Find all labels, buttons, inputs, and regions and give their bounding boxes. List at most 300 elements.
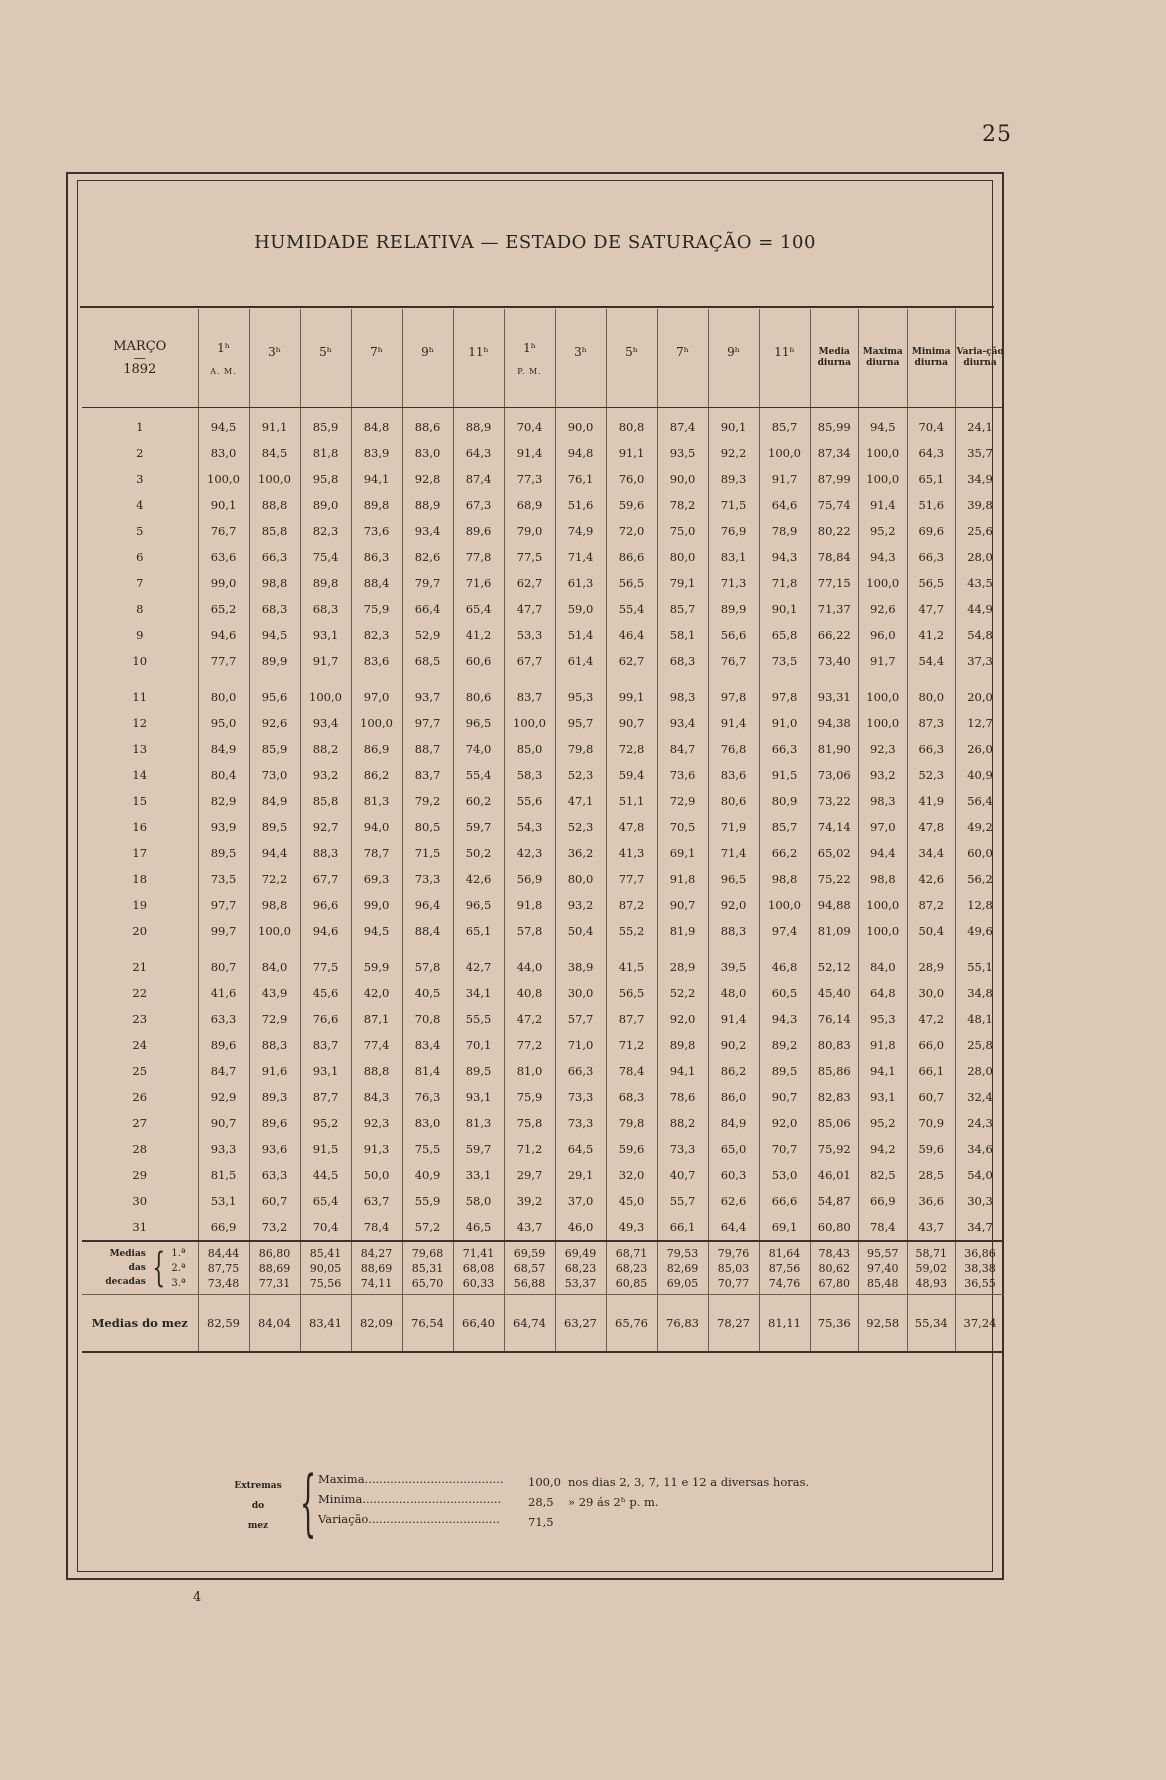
humidity-value: 73,3 bbox=[657, 1136, 708, 1162]
decade-gap bbox=[82, 944, 1004, 954]
humidity-value: 63,7 bbox=[351, 1188, 402, 1214]
humidity-value: 81,0 bbox=[504, 1058, 555, 1084]
humidity-value: 54,4 bbox=[907, 648, 956, 674]
humidity-value: 84,3 bbox=[351, 1084, 402, 1110]
humidity-value: 97,7 bbox=[402, 710, 453, 736]
humidity-value: 60,2 bbox=[453, 788, 504, 814]
humidity-value: 94,5 bbox=[198, 408, 249, 441]
humidity-value: 34,7 bbox=[956, 1214, 1005, 1241]
humidity-value: 94,6 bbox=[198, 622, 249, 648]
table-row bbox=[82, 736, 1004, 762]
humidity-value: 78,84 bbox=[810, 544, 859, 570]
humidity-value: 94,4 bbox=[859, 840, 908, 866]
humidity-value: 39,2 bbox=[504, 1188, 555, 1214]
month-mean-value: 82,59 bbox=[198, 1295, 249, 1353]
table-row bbox=[82, 954, 1004, 980]
stat-header bbox=[859, 309, 908, 408]
decade-values bbox=[249, 1241, 300, 1295]
humidity-value: 61,4 bbox=[555, 648, 606, 674]
humidity-value: 66,4 bbox=[402, 596, 453, 622]
hour-label: 7ʰ bbox=[370, 345, 383, 359]
decade-values bbox=[657, 1241, 708, 1295]
humidity-value: 70,9 bbox=[907, 1110, 956, 1136]
humidity-value: 71,6 bbox=[453, 570, 504, 596]
humidity-value: 82,5 bbox=[859, 1162, 908, 1188]
humidity-value: 85,7 bbox=[759, 408, 810, 441]
humidity-value: 84,7 bbox=[657, 736, 708, 762]
gap-cell bbox=[300, 674, 351, 684]
humidity-value: 28,9 bbox=[657, 954, 708, 980]
decade-value: 84,44 bbox=[207, 1246, 240, 1260]
humidity-value: 40,9 bbox=[956, 762, 1005, 788]
humidity-value: 73,3 bbox=[555, 1084, 606, 1110]
humidity-value: 100,0 bbox=[759, 892, 810, 918]
humidity-value: 66,22 bbox=[810, 622, 859, 648]
month-mean-value: 78,27 bbox=[708, 1295, 759, 1353]
humidity-value: 85,06 bbox=[810, 1110, 859, 1136]
decade-label: Medias das decadas bbox=[105, 1249, 146, 1287]
decade-values bbox=[859, 1241, 908, 1295]
humidity-value: 66,1 bbox=[907, 1058, 956, 1084]
decade-values bbox=[759, 1241, 810, 1295]
ampm-label: A. M. bbox=[210, 366, 237, 376]
humidity-value: 95,2 bbox=[300, 1110, 351, 1136]
month-mean-value: 82,09 bbox=[351, 1295, 402, 1353]
humidity-value: 98,3 bbox=[859, 788, 908, 814]
humidity-value: 69,3 bbox=[351, 866, 402, 892]
decade-values bbox=[810, 1241, 859, 1295]
hour-header bbox=[555, 309, 606, 408]
humidity-value: 78,7 bbox=[351, 840, 402, 866]
humidity-value: 91,7 bbox=[859, 648, 908, 674]
humidity-value: 93,5 bbox=[657, 440, 708, 466]
decade-value: 38,38 bbox=[964, 1261, 996, 1275]
humidity-value: 73,3 bbox=[555, 1110, 606, 1136]
humidity-value: 60,3 bbox=[708, 1162, 759, 1188]
humidity-value: 47,8 bbox=[606, 814, 657, 840]
humidity-value: 94,5 bbox=[249, 622, 300, 648]
humidity-value: 44,5 bbox=[300, 1162, 351, 1188]
humidity-value: 80,5 bbox=[402, 814, 453, 840]
humidity-value: 34,4 bbox=[907, 840, 956, 866]
humidity-value: 64,3 bbox=[453, 440, 504, 466]
humidity-value: 91,5 bbox=[759, 762, 810, 788]
humidity-value: 91,6 bbox=[249, 1058, 300, 1084]
humidity-value: 93,2 bbox=[555, 892, 606, 918]
humidity-value: 20,0 bbox=[956, 684, 1005, 710]
hour-header bbox=[300, 309, 351, 408]
humidity-value: 52,3 bbox=[555, 814, 606, 840]
humidity-value: 55,6 bbox=[504, 788, 555, 814]
day-number: 20 bbox=[132, 924, 148, 938]
stat-header bbox=[907, 309, 956, 408]
table-row bbox=[82, 1188, 1004, 1214]
humidity-value: 52,3 bbox=[555, 762, 606, 788]
humidity-value: 65,0 bbox=[708, 1136, 759, 1162]
decade-value: 85,41 bbox=[309, 1246, 342, 1260]
humidity-value: 89,5 bbox=[249, 814, 300, 840]
humidity-value: 83,4 bbox=[402, 1032, 453, 1058]
humidity-value: 67,3 bbox=[453, 492, 504, 518]
humidity-value: 92,6 bbox=[859, 596, 908, 622]
month-mean-label: Medias do mez bbox=[82, 1295, 198, 1353]
gap-cell bbox=[810, 674, 859, 684]
humidity-value: 51,4 bbox=[555, 622, 606, 648]
gap-cell bbox=[907, 674, 956, 684]
humidity-value: 80,0 bbox=[907, 684, 956, 710]
humidity-table bbox=[82, 309, 1004, 1353]
month-mean-value: 84,04 bbox=[249, 1295, 300, 1353]
humidity-value: 79,1 bbox=[657, 570, 708, 596]
humidity-value: 51,6 bbox=[555, 492, 606, 518]
humidity-value: 90,7 bbox=[759, 1084, 810, 1110]
day-number: 6 bbox=[136, 550, 144, 564]
humidity-value: 63,3 bbox=[198, 1006, 249, 1032]
humidity-value: 53,0 bbox=[759, 1162, 810, 1188]
decade-values bbox=[606, 1241, 657, 1295]
humidity-value: 89,8 bbox=[351, 492, 402, 518]
stat-header bbox=[956, 309, 1005, 408]
extremes-label bbox=[218, 1476, 298, 1536]
humidity-value: 71,8 bbox=[759, 570, 810, 596]
humidity-value: 46,8 bbox=[759, 954, 810, 980]
humidity-value: 88,4 bbox=[402, 918, 453, 944]
humidity-value: 45,0 bbox=[606, 1188, 657, 1214]
year-label: 1892 bbox=[123, 362, 157, 377]
humidity-value: 52,12 bbox=[810, 954, 859, 980]
decade-value: 95,57 bbox=[867, 1246, 899, 1260]
humidity-value: 45,6 bbox=[300, 980, 351, 1006]
humidity-value: 93,7 bbox=[402, 684, 453, 710]
humidity-value: 65,1 bbox=[907, 466, 956, 492]
humidity-value: 60,7 bbox=[249, 1188, 300, 1214]
month-mean-row bbox=[82, 1295, 1004, 1353]
humidity-value: 90,2 bbox=[708, 1032, 759, 1058]
humidity-value: 65,2 bbox=[198, 596, 249, 622]
humidity-value: 25,8 bbox=[956, 1032, 1005, 1058]
humidity-value: 92,9 bbox=[198, 1084, 249, 1110]
humidity-value: 92,0 bbox=[759, 1110, 810, 1136]
day-number: 15 bbox=[132, 794, 148, 808]
table-row bbox=[82, 892, 1004, 918]
day-number: 11 bbox=[132, 690, 148, 704]
table-row bbox=[82, 840, 1004, 866]
signature-mark: 4 bbox=[193, 1590, 202, 1605]
humidity-value: 12,7 bbox=[956, 710, 1005, 736]
humidity-value: 86,3 bbox=[351, 544, 402, 570]
humidity-value: 88,3 bbox=[300, 840, 351, 866]
humidity-value: 80,4 bbox=[198, 762, 249, 788]
humidity-value: 87,4 bbox=[657, 408, 708, 441]
month-mean-value: 63,27 bbox=[555, 1295, 606, 1353]
humidity-value: 94,38 bbox=[810, 710, 859, 736]
day-number: 23 bbox=[132, 1012, 148, 1026]
decade-value: 81,64 bbox=[768, 1246, 801, 1260]
humidity-value: 68,3 bbox=[300, 596, 351, 622]
humidity-value: 43,7 bbox=[504, 1214, 555, 1241]
humidity-value: 65,8 bbox=[759, 622, 810, 648]
humidity-value: 91,4 bbox=[859, 492, 908, 518]
humidity-value: 50,4 bbox=[907, 918, 956, 944]
humidity-value: 95,7 bbox=[555, 710, 606, 736]
month-mean-value: 76,83 bbox=[657, 1295, 708, 1353]
gap-cell bbox=[249, 674, 300, 684]
decade-value: 79,68 bbox=[411, 1246, 444, 1260]
humidity-value: 66,1 bbox=[657, 1214, 708, 1241]
decade-value: 87,75 bbox=[207, 1261, 240, 1275]
humidity-value: 81,8 bbox=[300, 440, 351, 466]
humidity-value: 85,9 bbox=[300, 408, 351, 441]
decade-value: 88,69 bbox=[258, 1261, 291, 1275]
decade-value: 73,48 bbox=[207, 1276, 240, 1290]
humidity-value: 66,3 bbox=[907, 736, 956, 762]
humidity-value: 96,4 bbox=[402, 892, 453, 918]
humidity-value: 71,37 bbox=[810, 596, 859, 622]
hour-header bbox=[198, 309, 249, 408]
table-row bbox=[82, 518, 1004, 544]
humidity-value: 54,0 bbox=[956, 1162, 1005, 1188]
gap-cell bbox=[402, 944, 453, 954]
humidity-value: 53,3 bbox=[504, 622, 555, 648]
table-row bbox=[82, 544, 1004, 570]
humidity-value: 88,3 bbox=[708, 918, 759, 944]
humidity-value: 73,6 bbox=[351, 518, 402, 544]
gap-cell bbox=[555, 944, 606, 954]
humidity-value: 34,8 bbox=[956, 980, 1005, 1006]
gap-cell bbox=[504, 674, 555, 684]
humidity-value: 94,3 bbox=[759, 544, 810, 570]
humidity-value: 42,3 bbox=[504, 840, 555, 866]
humidity-value: 47,7 bbox=[504, 596, 555, 622]
humidity-value: 72,9 bbox=[657, 788, 708, 814]
humidity-value: 75,4 bbox=[300, 544, 351, 570]
humidity-value: 74,9 bbox=[555, 518, 606, 544]
extreme-row bbox=[318, 1512, 568, 1530]
humidity-value: 42,6 bbox=[907, 866, 956, 892]
day-number: 21 bbox=[132, 960, 148, 974]
humidity-value: 96,5 bbox=[453, 710, 504, 736]
gap-cell bbox=[351, 674, 402, 684]
humidity-value: 95,2 bbox=[859, 518, 908, 544]
extreme-name: Variação.................................... bbox=[318, 1512, 500, 1526]
gap-cell bbox=[657, 674, 708, 684]
humidity-value: 56,2 bbox=[956, 866, 1005, 892]
humidity-value: 73,06 bbox=[810, 762, 859, 788]
humidity-value: 37,0 bbox=[555, 1188, 606, 1214]
table-row bbox=[82, 1032, 1004, 1058]
humidity-value: 42,7 bbox=[453, 954, 504, 980]
humidity-value: 59,7 bbox=[453, 1136, 504, 1162]
humidity-value: 87,2 bbox=[606, 892, 657, 918]
month-mean-value: 55,34 bbox=[907, 1295, 956, 1353]
table-frame bbox=[66, 172, 1004, 1580]
humidity-value: 68,9 bbox=[504, 492, 555, 518]
humidity-value: 92,2 bbox=[708, 440, 759, 466]
humidity-value: 85,8 bbox=[300, 788, 351, 814]
decade-value: 80,62 bbox=[818, 1261, 850, 1275]
humidity-value: 76,7 bbox=[708, 648, 759, 674]
humidity-value: 99,0 bbox=[351, 892, 402, 918]
humidity-value: 71,2 bbox=[606, 1032, 657, 1058]
humidity-value: 77,2 bbox=[504, 1032, 555, 1058]
humidity-value: 99,7 bbox=[198, 918, 249, 944]
humidity-value: 29,1 bbox=[555, 1162, 606, 1188]
humidity-value: 89,5 bbox=[198, 840, 249, 866]
humidity-value: 79,7 bbox=[402, 570, 453, 596]
humidity-value: 56,5 bbox=[606, 980, 657, 1006]
humidity-value: 94,5 bbox=[859, 408, 908, 441]
humidity-value: 64,6 bbox=[759, 492, 810, 518]
humidity-value: 96,6 bbox=[300, 892, 351, 918]
humidity-value: 92,8 bbox=[402, 466, 453, 492]
gap-cell bbox=[351, 944, 402, 954]
humidity-value: 73,3 bbox=[402, 866, 453, 892]
decade-value: 56,88 bbox=[513, 1276, 546, 1290]
humidity-value: 86,2 bbox=[351, 762, 402, 788]
humidity-value: 70,5 bbox=[657, 814, 708, 840]
humidity-value: 94,88 bbox=[810, 892, 859, 918]
humidity-value: 91,8 bbox=[859, 1032, 908, 1058]
humidity-value: 78,4 bbox=[859, 1214, 908, 1241]
humidity-value: 89,6 bbox=[198, 1032, 249, 1058]
extremes-label-line: Extremas bbox=[234, 1481, 282, 1491]
gap-cell bbox=[402, 674, 453, 684]
humidity-value: 66,0 bbox=[907, 1032, 956, 1058]
stat-label: Maxima diurna bbox=[862, 347, 903, 368]
humidity-value: 43,5 bbox=[956, 570, 1005, 596]
gap-cell bbox=[907, 944, 956, 954]
humidity-value: 28,5 bbox=[907, 1162, 956, 1188]
humidity-value: 30,0 bbox=[907, 980, 956, 1006]
humidity-value: 59,0 bbox=[555, 596, 606, 622]
humidity-value: 44,0 bbox=[504, 954, 555, 980]
humidity-value: 44,9 bbox=[956, 596, 1005, 622]
humidity-value: 65,1 bbox=[453, 918, 504, 944]
month-mean-value: 81,11 bbox=[759, 1295, 810, 1353]
humidity-value: 64,3 bbox=[907, 440, 956, 466]
humidity-value: 91,3 bbox=[351, 1136, 402, 1162]
humidity-value: 26,0 bbox=[956, 736, 1005, 762]
humidity-value: 76,14 bbox=[810, 1006, 859, 1032]
hour-label: 11ʰ bbox=[774, 345, 795, 359]
humidity-value: 91,4 bbox=[504, 440, 555, 466]
gap-cell bbox=[708, 944, 759, 954]
humidity-value: 66,3 bbox=[249, 544, 300, 570]
humidity-value: 98,8 bbox=[249, 570, 300, 596]
month-mean-value: 83,41 bbox=[300, 1295, 351, 1353]
humidity-value: 80,6 bbox=[708, 788, 759, 814]
decade-value: 79,53 bbox=[666, 1246, 699, 1260]
day-number: 31 bbox=[132, 1220, 148, 1234]
humidity-value: 72,2 bbox=[249, 866, 300, 892]
humidity-value: 79,8 bbox=[606, 1110, 657, 1136]
humidity-value: 100,0 bbox=[351, 710, 402, 736]
decade-value: 70,77 bbox=[717, 1276, 750, 1290]
table-row bbox=[82, 684, 1004, 710]
day-number: 7 bbox=[136, 576, 144, 590]
gap-cell bbox=[82, 944, 198, 954]
humidity-value: 100,0 bbox=[198, 466, 249, 492]
humidity-value: 93,1 bbox=[300, 622, 351, 648]
humidity-value: 80,83 bbox=[810, 1032, 859, 1058]
humidity-value: 84,5 bbox=[249, 440, 300, 466]
humidity-value: 54,3 bbox=[504, 814, 555, 840]
humidity-value: 84,9 bbox=[249, 788, 300, 814]
table-row bbox=[82, 466, 1004, 492]
humidity-value: 55,4 bbox=[453, 762, 504, 788]
humidity-value: 82,83 bbox=[810, 1084, 859, 1110]
humidity-value: 83,6 bbox=[708, 762, 759, 788]
humidity-value: 81,90 bbox=[810, 736, 859, 762]
humidity-value: 94,2 bbox=[859, 1136, 908, 1162]
gap-cell bbox=[859, 944, 908, 954]
humidity-value: 49,6 bbox=[956, 918, 1005, 944]
humidity-value: 59,7 bbox=[453, 814, 504, 840]
humidity-value: 79,0 bbox=[504, 518, 555, 544]
humidity-value: 55,4 bbox=[606, 596, 657, 622]
humidity-value: 92,0 bbox=[657, 1006, 708, 1032]
humidity-value: 100,0 bbox=[504, 710, 555, 736]
humidity-value: 47,2 bbox=[907, 1006, 956, 1032]
humidity-value: 85,9 bbox=[249, 736, 300, 762]
humidity-value: 93,2 bbox=[300, 762, 351, 788]
decade-value: 82,69 bbox=[666, 1261, 699, 1275]
humidity-value: 96,5 bbox=[708, 866, 759, 892]
decade-values bbox=[402, 1241, 453, 1295]
table-row bbox=[82, 762, 1004, 788]
decade-ordinal: 1.ª bbox=[171, 1247, 186, 1259]
humidity-value: 89,5 bbox=[759, 1058, 810, 1084]
table-row bbox=[82, 408, 1004, 441]
humidity-value: 93,31 bbox=[810, 684, 859, 710]
humidity-value: 72,0 bbox=[606, 518, 657, 544]
decade-values bbox=[555, 1241, 606, 1295]
humidity-value: 100,0 bbox=[859, 892, 908, 918]
humidity-value: 57,7 bbox=[555, 1006, 606, 1032]
humidity-value: 100,0 bbox=[859, 570, 908, 596]
table-row bbox=[82, 1058, 1004, 1084]
humidity-value: 70,4 bbox=[300, 1214, 351, 1241]
humidity-value: 88,2 bbox=[300, 736, 351, 762]
stat-label: Minima diurna bbox=[911, 347, 951, 368]
decade-values bbox=[351, 1241, 402, 1295]
humidity-value: 71,0 bbox=[555, 1032, 606, 1058]
humidity-value: 95,3 bbox=[859, 1006, 908, 1032]
humidity-value: 94,3 bbox=[859, 544, 908, 570]
humidity-value: 62,7 bbox=[606, 648, 657, 674]
day-number: 27 bbox=[132, 1116, 148, 1130]
humidity-value: 65,4 bbox=[300, 1188, 351, 1214]
decade-value: 65,70 bbox=[411, 1276, 444, 1290]
humidity-value: 84,9 bbox=[708, 1110, 759, 1136]
humidity-value: 95,3 bbox=[555, 684, 606, 710]
humidity-value: 90,7 bbox=[198, 1110, 249, 1136]
decade-gap bbox=[82, 674, 1004, 684]
decade-value: 75,56 bbox=[309, 1276, 342, 1290]
humidity-value: 24,3 bbox=[956, 1110, 1005, 1136]
humidity-value: 39,5 bbox=[708, 954, 759, 980]
humidity-value: 77,4 bbox=[351, 1032, 402, 1058]
humidity-value: 77,5 bbox=[300, 954, 351, 980]
humidity-value: 94,5 bbox=[351, 918, 402, 944]
humidity-value: 70,4 bbox=[907, 408, 956, 441]
humidity-value: 77,3 bbox=[504, 466, 555, 492]
humidity-value: 73,6 bbox=[657, 762, 708, 788]
decade-value: 48,93 bbox=[915, 1276, 947, 1290]
humidity-value: 98,8 bbox=[859, 866, 908, 892]
humidity-value: 84,0 bbox=[859, 954, 908, 980]
humidity-value: 91,7 bbox=[300, 648, 351, 674]
